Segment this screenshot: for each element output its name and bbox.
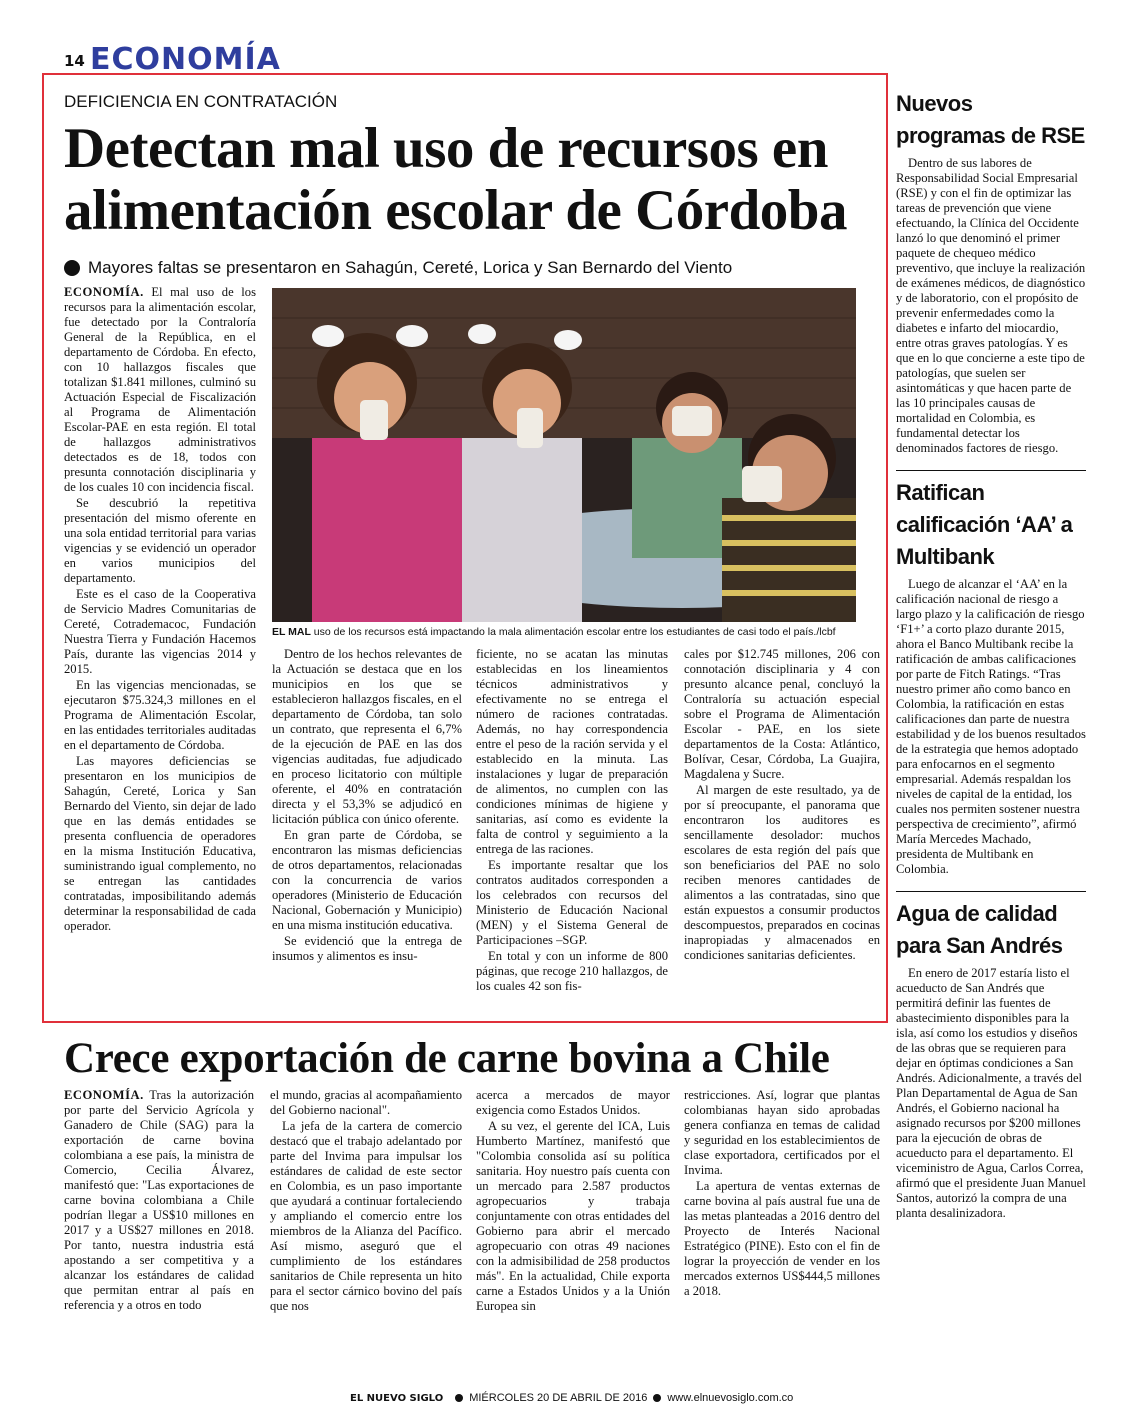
article-column-3 (476, 647, 668, 995)
article-column-4 (684, 647, 880, 964)
paragraph: En las vigencias mencionadas, se ejecutaron $75.324,3 millones en el Programa de Alimentación Escolar, en las entidades territoriales auditadas en el departamento de Córdoba. (64, 678, 256, 752)
brief-title: Agua de calidad para San Andrés (896, 901, 1063, 958)
article-kicker: DEFICIENCIA EN CONTRATACIÓN (64, 92, 338, 111)
page-number: 14 (64, 52, 85, 70)
paragraph: el mundo, gracias al acompañamiento del Gobierno nacional". (270, 1088, 462, 1117)
footer-url[interactable]: www.elnuevosiglo.com.co (667, 1392, 794, 1404)
section-name: ECONOMÍA (90, 42, 281, 77)
children-drinking-photo (272, 288, 856, 622)
brief-text: En enero de 2017 estaría listo el acueducto de San Andrés que permitirá definir las fuentes de abastecimiento disponibles para la isla, así como los estudios y diseños de las obras que se requieren para dejar en óptimas condiciones a San Andrés. Adicionalmente, a través del Plan Departamental de Agua de San Andrés, el Gobierno nacional ha asignado recursos por $200 millones para la ejecución de obras de acueducto para el departamento. El viceministro de Agua, Carlos Correa, afirmó que el presidente Juan Manuel Santos, autorizó la compra de una planta desalinizadora. (896, 966, 1086, 1220)
bullet-icon (653, 1394, 661, 1402)
article2-column-3 (476, 1088, 670, 1315)
paragraph: acerca a mercados de mayor exigencia como Estados Unidos. (476, 1088, 670, 1117)
footer-date: MIÉRCOLES 20 DE ABRIL DE 2016 (469, 1392, 648, 1404)
paragraph: El mal uso de los recursos para la alimentación escolar, fue detectado por la Contraloría General de la República, en el departamento de Córdoba. En efecto, con 10 hallazgos fiscales que totalizan $1.841 millones, culminó su Actuación Especial de Fiscalización al Programa de Alimentación Escolar-PAE en esta región. El total de hallazgos administrativos detectados es de 18, todos con presunta connotación disciplinaria y de los cuales 10 con incidencia fiscal. (64, 285, 256, 494)
paragraph: Se evidenció que la entrega de insumos y alimentos es insu- (272, 934, 462, 963)
article-photo (272, 288, 856, 622)
subhead-text: Mayores faltas se presentaron en Sahagún, Cereté, Lorica y San Bernardo del Viento (88, 258, 733, 277)
newspaper-brand: EL NUEVO SIGLO (350, 1392, 444, 1404)
paragraph: La apertura de ventas externas de carne bovina al país austral fue una de las metas planteadas a 2016 dentro del Proyecto de Interés Nacional Estratégico (PINE). Esto con el fin de lograr la proyección de vender en los mercados externos US$444,5 millones a 2018. (684, 1179, 880, 1298)
article-headline: Detectan mal uso de recursos en alimentación escolar de Córdoba (64, 117, 847, 242)
paragraph: En gran parte de Córdoba, se encontraron las mismas deficiencias de otros departamentos, relacionadas con la concurrencia de varios operadores (Ministerio de Educación Nacional, Gobernación y Municipio) en una misma institución educativa. (272, 828, 462, 932)
dateline: ECONOMÍA. (64, 285, 144, 299)
article-column-1 (64, 285, 256, 935)
paragraph: Tras la autorización por parte del Servicio Agrícola y Ganadero de Chile (SAG) para la exportación de carne bovina colombiana a ese país, la ministra de Comercio, Cecilia Álvarez, manifestó que: "Las exportaciones de carne bovina colombiana a Chile podrían llegar a US$10 millones en 2017 y a US$27 millones en 2018. Por tanto, nuestra industria está apostando a ser competitiva y a alcanzar los estándares de calidad que permitan entrar al país en referencia y a otros en todo (64, 1088, 254, 1312)
paragraph: La jefa de la cartera de comercio destacó que el trabajo adelantado por parte del Invima para impulsar los estándares de calidad de este sector en Colombia, es un paso importante que ayudará a continuar fortaleciendo y ampliando el comercio entre los miembros de la Alianza del Pacífico. Así mismo, aseguró que el cumplimiento de los estándares sanitarios de Chile representa un hito para el sector cárnico bovino del país que nos (270, 1119, 462, 1313)
dateline: ECONOMÍA. (64, 1088, 144, 1102)
paragraph: Es importante resaltar que los contratos auditados corresponden a los celebrados con recursos del Ministerio de Educación Nacional (MEN) y el Sistema General de Participaciones –SGP. (476, 858, 668, 947)
paragraph: Al margen de este resultado, ya de por sí preocupante, el panorama que encontraron los auditores es sencillamente desolador: muchos escolares de esta región del país que son beneficiarios del PAE no solo reciben menores cantidades de alimentos a las contratadas, sino que están expuestos a consumir productos descompuestos, preparados en cocinas inapropiadas y almacenados en condiciones sanitarias deficientes. (684, 783, 880, 962)
brief-text: Luego de alcanzar el ‘AA’ en la calificación nacional de riesgo a largo plazo y la calificación de riesgo ‘F1+’ a corto plazo durante 2015, ahora el Banco Multibank recibe la ratificación de ambas calificaciones por parte de Fitch Ratings. “Tras nuestro primer año como banco en Colombia, la ratificación en estas calificaciones dan parte de nuestra estabilidad y de los buenos resultados de la estrategia que hemos adoptado para enfocarnos en el segmento empresarial. Además respaldan los niveles de capital de la entidad, los cuales nos permiten sostener nuestra perspectiva de crecimiento”, afirmó María Mercedes Machado, presidenta de Multibank en Colombia. (896, 577, 1086, 876)
brief-title: Ratifican calificación ‘AA’ a Multibank (896, 480, 1073, 569)
divider (896, 470, 1086, 471)
sidebar-briefs (896, 88, 1086, 1221)
article2-headline: Crece exportación de carne bovina a Chile (64, 1035, 830, 1082)
article2-column-4 (684, 1088, 880, 1300)
paragraph: Este es el caso de la Cooperativa de Servicio Madres Comunitarias de Cereté, Cotrademacoc, Fundación Nuestra Tierra y Fundación Hacemos País, durante las vigencias 2014 y 2015. (64, 587, 256, 676)
paragraph: restricciones. Así, lograr que plantas colombianas hayan sido aprobadas genera confianza en temas de calidad y seguridad en los establecimientos de clase exportadora, certificados por el Invima. (684, 1088, 880, 1177)
paragraph: ficiente, no se acatan las minutas establecidas en los lineamientos técnicos administrativos y efectivamente no se entrega el número de raciones contratadas. Además, no hay correspondencia entre el peso de la ración servida y el establecido en la minuta. Las instalaciones y lugar de preparación de alimentos, no cumplen con las condiciones mínimas de higiene y sanitarias, así como es evidente la falta de control y seguimiento a la entrega de las raciones. (476, 647, 668, 856)
article2-column-2 (270, 1088, 462, 1315)
article-column-2 (272, 647, 462, 965)
caption-text: uso de los recursos está impactando la mala alimentación escolar entre los estudiantes de casi todo el país./lcbf (310, 626, 836, 638)
article2-column-1 (64, 1088, 254, 1314)
paragraph: cales por $12.745 millones, 206 con connotación disciplinaria y 4 con presunto alcance penal, concluyó la Contraloría su actuación especial sobre el Programa de Alimentación Escolar - PAE, en los siete departamentos de la Costa: Atlántico, Bolívar, Cesar, Córdoba, La Guajira, Magdalena y Sucre. (684, 647, 880, 781)
bullet-icon (455, 1394, 463, 1402)
paragraph: A su vez, el gerente del ICA, Luis Humberto Martínez, manifestó que "Colombia consolida así su política sanitaria. Hoy nuestro país cuenta con un mercado para 2.587 productos agropecuarios y trabaja conjuntamente con otras entidades del Gobierno para abrir el mercado agropecuario con otras 49 naciones con la admisibilidad de 258 productos más". En la actualidad, Chile exporta carne a Estados Unidos y a la Unión Europea sin (476, 1119, 670, 1313)
bullet-icon (64, 260, 80, 276)
page-footer (350, 1392, 793, 1404)
divider (896, 891, 1086, 892)
paragraph: Dentro de los hechos relevantes de la Actuación se destaca que en los municipios en los que se establecieron hallazgos fiscales, en el departamento de Córdoba, tan solo un contrato, que representa el 6,7% de la ejecución de PAE en las dos vigencias auditadas, fue adjudicado en proceso licitatorio con múltiple oferente, el 40% en contratación directa y el 53,3% se adjudicó en licitación pública con único oferente. (272, 647, 462, 826)
photo-caption (272, 626, 862, 639)
brief-text: Dentro de sus labores de Responsabilidad Social Empresarial (RSE) y con el fin de optimizar las tareas de prevención que viene efectuando, la Clínica del Occidente lanzó lo que denominó el primer paquete de chequeo médico preventivo, que incluye la realización de exámenes médicos, de diagnóstico y de laboratorio, con el propósito de prevenir enfermedades como la diabetes e infarto del miocardio, entre otras graves patologías. Y es que en lo que concierne a este tipo de patologías, que suelen ser asintomáticas y que hacen parte de las 10 principales causas de mortalidad en Colombia, es fundamental detectar los denominados factores de riesgo. (896, 156, 1086, 455)
paragraph: Se descubrió la repetitiva presentación del mismo oferente en una sola entidad territorial para varias vigencias y se evidenció un operador en varios municipios del departamento. (64, 496, 256, 585)
brief-title: Nuevos programas de RSE (896, 91, 1085, 148)
article-subhead (64, 258, 732, 278)
caption-lead: EL MAL (272, 626, 311, 638)
paragraph: Las mayores deficiencias se presentaron en los municipios de Sahagún, Cereté, Lorica y San Bernardo del Viento, sin dejar de lado que en las demás entidades se presenta confluencia de operadores en la misma Institución Educativa, suministrando igual complemento, no se entregan las cantidades contratadas, imposibilitando además determinar la responsabilidad de cada operador. (64, 754, 256, 933)
paragraph: En total y con un informe de 800 páginas, que recoge 210 hallazgos, de los cuales 42 son fis- (476, 949, 668, 993)
